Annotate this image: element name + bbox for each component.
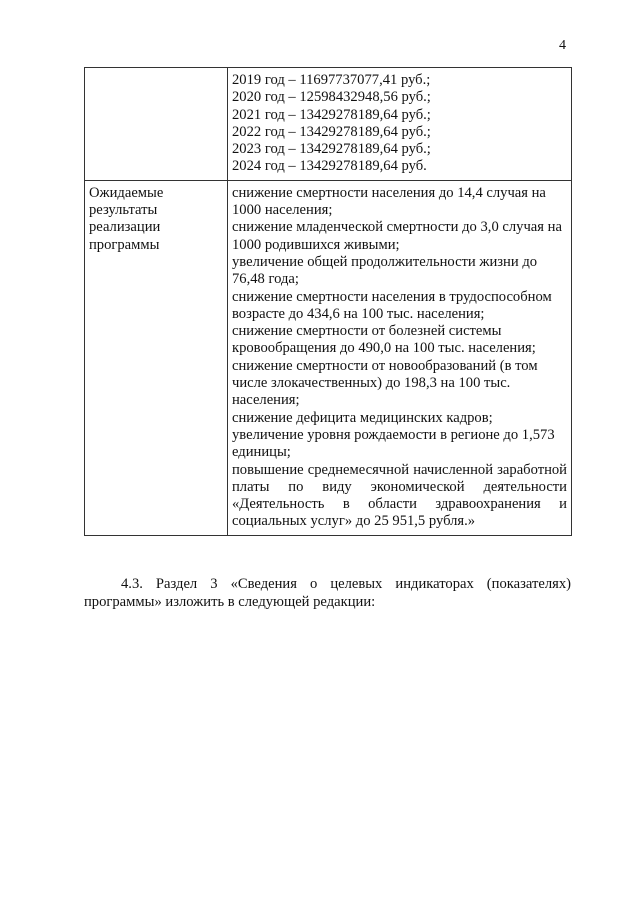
result-item: увеличение уровня рождаемости в регионе до 1,573 единицы; [232, 426, 555, 461]
row-label-cell [85, 68, 228, 181]
expected-results-cell [228, 180, 572, 535]
funding-line-2024: 2024 год – 13429278189,64 руб. [232, 158, 427, 175]
page-number: 4 [559, 38, 566, 53]
label-line: реализации [89, 219, 161, 236]
result-item: повышение среднемесячной начисленной заработной платы по виду экономической деятельности «Деятельность в области здравоохранения и социальных услуг» до 25 951,5 рубля.» [232, 461, 567, 530]
funding-line-2022: 2022 год – 13429278189,64 руб.; [232, 123, 431, 140]
table-row [85, 68, 572, 181]
result-item: снижение смертности населения до 14,4 случая на 1000 населения; [232, 184, 546, 219]
funding-cell [228, 68, 572, 181]
result-item: снижение дефицита медицинских кадров; [232, 409, 493, 426]
label-line: результаты [89, 202, 158, 219]
funding-line-2021: 2021 год – 13429278189,64 руб.; [232, 106, 431, 123]
table-row [85, 180, 572, 535]
result-item: снижение смертности от новообразований (в том числе злокачественных) до 198,3 на 100 тыс. населения; [232, 357, 538, 409]
result-item: снижение смертности населения в трудоспособном возрасте до 434,6 на 100 тыс. населения; [232, 288, 552, 322]
expected-results-label-cell [85, 180, 228, 535]
funding-line-2020: 2020 год – 12598432948,56 руб.; [232, 89, 431, 106]
funding-line-2019: 2019 год – 11697737077,41 руб.; [232, 72, 431, 88]
funding-line-2023: 2023 год – 13429278189,64 руб.; [232, 141, 431, 158]
result-item: снижение младенческой смертности до 3,0 случая на 1000 родившихся живыми; [232, 219, 562, 253]
result-item: снижение смертности от болезней системы кровообращения до 490,0 на 100 тыс. населения; [232, 323, 536, 357]
section-amendment-paragraph: 4.3. Раздел 3 «Сведения о целевых индикаторах (показателях) программы» изложить в следующей редакции: [84, 575, 571, 610]
label-line: программы [89, 236, 160, 253]
result-item: увеличение общей продолжительности жизни до 76,48 года; [232, 253, 538, 288]
label-line: Ожидаемые [89, 184, 164, 201]
program-passport-table [84, 67, 572, 536]
